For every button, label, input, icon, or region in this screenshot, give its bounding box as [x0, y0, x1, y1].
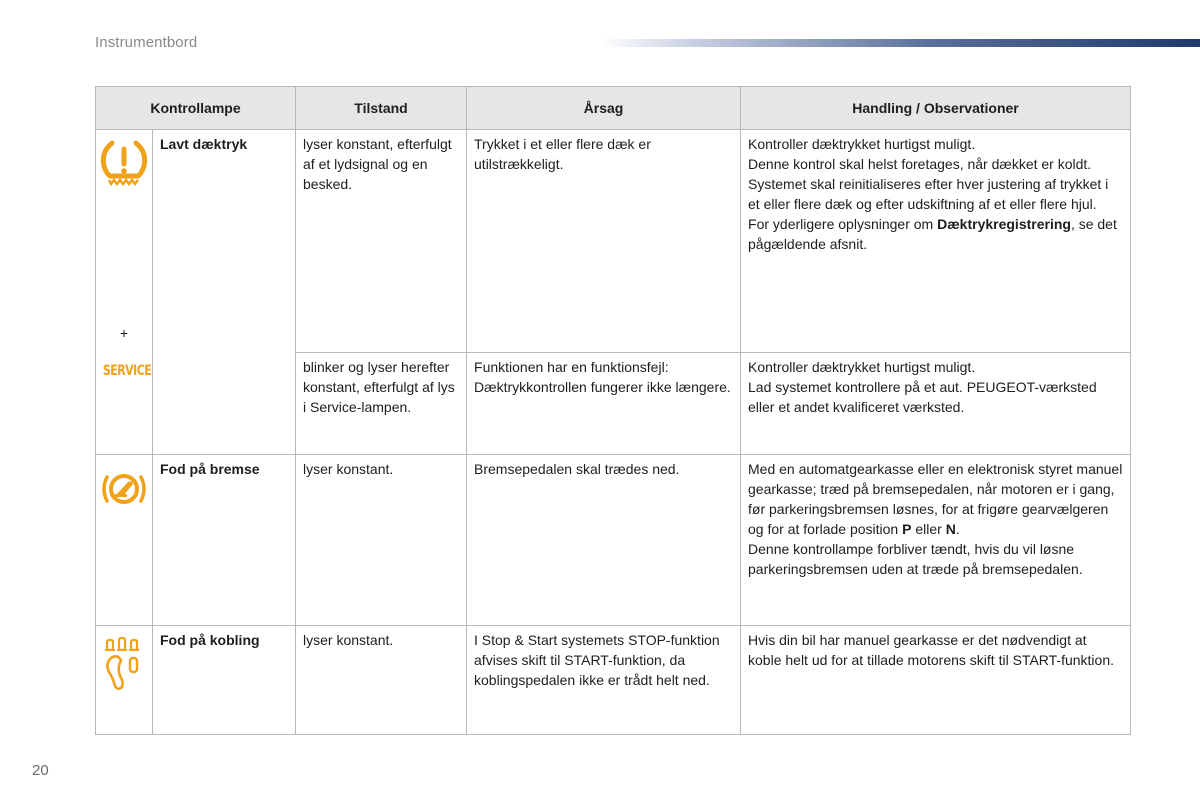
observation-text: Hvis din bil har manuel gearkasse er det nødvendigt at koble helt ud for at tillade motorens skift til START-funktion.	[748, 632, 1114, 668]
gear-position-p: P	[902, 521, 912, 537]
observation-cell	[741, 353, 1131, 455]
observation-cell	[741, 130, 1131, 353]
observation-text: Kontroller dæktrykket hurtigst muligt.	[748, 136, 976, 152]
observation-text: Systemet skal reinitialiseres efter hver justering af trykket i et eller flere dæk og efter udskiftning af et eller flere hjul.	[748, 176, 1109, 212]
observation-text	[748, 459, 1123, 539]
column-header-kontrollampe: Kontrollampe	[96, 87, 296, 130]
state-cell: blinker og lyser herefter konstant, efterfulgt af lys i Service-lampen.	[296, 353, 467, 455]
observation-text: Denne kontrol skal helst foretages, når dækket er koldt.	[748, 156, 1092, 172]
header-decorative-bar	[600, 39, 1200, 47]
table-row	[96, 626, 1131, 735]
observation-cell	[741, 455, 1131, 626]
lamp-label: Fod på bremse	[153, 455, 296, 626]
section-title: Instrumentbord	[95, 34, 198, 51]
observation-text-part: For yderligere oplysninger om	[748, 216, 938, 232]
lamp-label: Fod på kobling	[153, 626, 296, 735]
observation-text: Denne kontrollampe forbliver tændt, hvis du vil løsne parkeringsbremsen uden at træde på bremsepedalen.	[748, 541, 1083, 577]
lamp-icon-cell	[96, 626, 153, 735]
column-header-handling: Handling / Observationer	[741, 87, 1131, 130]
column-header-tilstand: Tilstand	[296, 87, 467, 130]
observation-text-part: , se det pågældende afsnit.	[748, 216, 1117, 252]
state-cell: lyser konstant.	[296, 455, 467, 626]
state-cell: lyser konstant, efterfulgt af et lydsignal og en besked.	[296, 130, 467, 353]
observation-cell	[741, 626, 1131, 735]
table-row	[96, 130, 1131, 353]
gear-position-n: N	[945, 521, 956, 537]
observation-text: Kontroller dæktrykket hurtigst muligt.	[748, 359, 976, 375]
observation-text	[748, 214, 1123, 254]
lamp-label: Lavt dæktryk	[153, 130, 296, 455]
service-warning-icon: SERVICE	[102, 363, 152, 379]
tire-pressure-warning-icon	[99, 140, 149, 186]
cause-cell: Trykket i et eller flere dæk er utilstrækkeligt.	[467, 130, 741, 353]
foot-on-clutch-icon	[101, 636, 147, 692]
plus-sign: +	[119, 325, 129, 341]
table-header-row	[96, 87, 1131, 130]
observation-text: Lad systemet kontrollere på et aut. PEUGEOT-værksted eller et andet kvalificeret værksted.	[748, 379, 1097, 415]
observation-text-part: eller	[911, 521, 946, 537]
foot-on-brake-icon	[98, 469, 150, 509]
observation-text-part: .	[955, 521, 960, 537]
cause-cell: Funktionen har en funktionsfejl: Dæktrykkontrollen fungerer ikke længere.	[467, 353, 741, 455]
warning-lamps-table	[95, 86, 1131, 735]
page-number: 20	[32, 762, 49, 779]
column-header-aarsag: Årsag	[467, 87, 741, 130]
observation-text-part: Med en automatgearkasse eller en elektronisk styret manuel gearkasse; træd på bremsepedalen, når motoren er i gang, før parkeringsbremsen løsnes, for at frigøre gearvælgeren og for at forlade position	[748, 461, 1123, 537]
state-cell: lyser konstant.	[296, 626, 467, 735]
cross-reference-text: Dæktrykregistrering	[937, 216, 1071, 232]
lamp-icon-cell	[96, 130, 153, 455]
lamp-icon-cell	[96, 455, 153, 626]
cause-cell: I Stop & Start systemets STOP-funktion afvises skift til START-funktion, da koblingspedalen ikke er trådt helt ned.	[467, 626, 741, 735]
cause-cell: Bremsepedalen skal trædes ned.	[467, 455, 741, 626]
table-row	[96, 455, 1131, 626]
